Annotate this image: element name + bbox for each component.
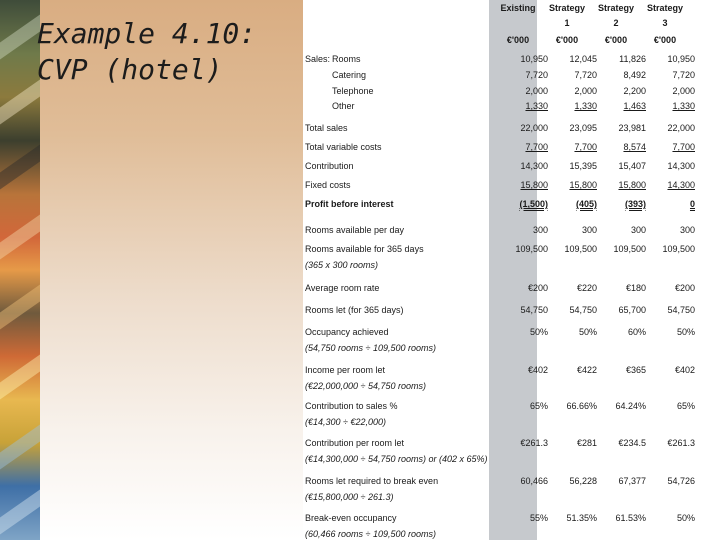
cell-other-col3: 1,463 (623, 101, 646, 111)
cell-total-variable-costs-col1: 7,700 (525, 142, 548, 152)
row-label-rooms: Rooms (332, 54, 361, 64)
column-header-number: 2 (613, 18, 619, 28)
cell-rooms-let-col4: 54,750 (667, 305, 695, 315)
column-header-number: 1 (564, 18, 570, 28)
cell-other-col4: 1,330 (672, 101, 695, 111)
row-label-other: Other (332, 101, 355, 111)
currency-unit: €'000 (555, 35, 579, 45)
column-header-name: Strategy (548, 3, 585, 13)
row-label-contribution: Contribution (305, 161, 354, 171)
cell-rooms-available-365-col1: 109,500 (515, 244, 548, 254)
cell-rooms-available-365-col3: 109,500 (613, 244, 646, 254)
row-note-break-even-occupancy: (60,466 rooms ÷ 109,500 rooms) (305, 529, 437, 539)
cell-rooms-let-break-even-col4: 54,726 (667, 476, 695, 486)
cell-fixed-costs-col2: 15,800 (569, 180, 597, 190)
cell-contribution-col3: 15,407 (618, 161, 646, 171)
cell-contribution-per-room-let-col2: €281 (576, 438, 597, 448)
cell-rooms-available-365-col2: 109,500 (564, 244, 597, 254)
cell-rooms-available-per-day-col1: 300 (532, 225, 548, 235)
cell-rooms-let-break-even-col1: 60,466 (520, 476, 548, 486)
cell-total-variable-costs-col2: 7,700 (574, 142, 597, 152)
cell-catering-col1: 7,720 (525, 70, 548, 80)
cell-income-per-room-let-col4: €402 (674, 365, 695, 375)
existing-column-shade (489, 0, 537, 540)
cell-break-even-occupancy-col3: 61.53% (615, 513, 646, 523)
cell-other-col2: 1,330 (574, 101, 597, 111)
cell-rooms-col2: 12,045 (569, 54, 597, 64)
cvp-table (303, 0, 720, 540)
cell-catering-col4: 7,720 (672, 70, 695, 80)
euro-banknotes-decoration (0, 0, 40, 540)
row-note-contribution-to-sales: (€14,300 ÷ €22,000) (305, 417, 386, 427)
cell-telephone-col4: 2,000 (672, 86, 695, 96)
row-label-profit-before-interest: Profit before interest (305, 199, 394, 209)
row-label-catering: Catering (332, 70, 367, 80)
cell-rooms-col4: 10,950 (667, 54, 695, 64)
cell-break-even-occupancy-col1: 55% (529, 513, 548, 523)
row-label-total-sales: Total sales (305, 123, 348, 133)
currency-unit: €'000 (653, 35, 677, 45)
column-header-name: Existing (500, 3, 536, 13)
row-label-rooms-available-per-day: Rooms available per day (305, 225, 405, 235)
row-label-total-variable-costs: Total variable costs (305, 142, 382, 152)
cell-rooms-available-365-col4: 109,500 (662, 244, 695, 254)
row-note-occupancy-achieved: (54,750 rooms ÷ 109,500 rooms) (305, 343, 437, 353)
cell-occupancy-achieved-col2: 50% (578, 327, 597, 337)
cell-contribution-to-sales-col3: 64.24% (615, 401, 646, 411)
cell-average-room-rate-col1: €200 (527, 283, 548, 293)
row-label-occupancy-achieved: Occupancy achieved (305, 327, 389, 337)
cell-rooms-let-col3: 65,700 (618, 305, 646, 315)
column-header-name: Strategy (646, 3, 683, 13)
row-label-contribution-to-sales: Contribution to sales % (305, 401, 398, 411)
row-label-fixed-costs: Fixed costs (305, 180, 351, 190)
cell-income-per-room-let-col3: €365 (625, 365, 646, 375)
cell-average-room-rate-col3: €180 (625, 283, 646, 293)
cell-contribution-to-sales-col2: 66.66% (566, 401, 597, 411)
cell-average-room-rate-col2: €220 (576, 283, 597, 293)
cell-total-sales-col1: 22,000 (520, 123, 548, 133)
row-label-telephone: Telephone (332, 86, 374, 96)
cell-contribution-col4: 14,300 (667, 161, 695, 171)
column-header-name: Strategy (597, 3, 634, 13)
cell-rooms-let-break-even-col3: 67,377 (618, 476, 646, 486)
column-header-number: 3 (662, 18, 668, 28)
cell-telephone-col2: 2,000 (574, 86, 597, 96)
cell-telephone-col1: 2,000 (525, 86, 548, 96)
cell-contribution-per-room-let-col4: €261.3 (667, 438, 695, 448)
cell-rooms-available-per-day-col2: 300 (581, 225, 597, 235)
cell-contribution-col1: 14,300 (520, 161, 548, 171)
cell-income-per-room-let-col2: €422 (576, 365, 597, 375)
cell-total-variable-costs-col4: 7,700 (672, 142, 695, 152)
slide-title-line-1: Example 4.10: (37, 17, 257, 50)
cell-total-sales-col4: 22,000 (667, 123, 695, 133)
row-note-rooms-available-365: (365 x 300 rooms) (305, 260, 379, 270)
cell-income-per-room-let-col1: €402 (527, 365, 548, 375)
cell-average-room-rate-col4: €200 (674, 283, 695, 293)
cell-profit-before-interest-col2: (405) (575, 199, 597, 209)
row-note-rooms-let-break-even: (€15,800,000 ÷ 261.3) (305, 492, 394, 502)
row-label-rooms-let-break-even: Rooms let required to break even (305, 476, 439, 486)
cell-occupancy-achieved-col1: 50% (529, 327, 548, 337)
cell-contribution-to-sales-col1: 65% (529, 401, 548, 411)
row-label-break-even-occupancy: Break-even occupancy (305, 513, 397, 523)
cell-total-sales-col3: 23,981 (618, 123, 646, 133)
cell-rooms-available-per-day-col3: 300 (630, 225, 646, 235)
cell-contribution-col2: 15,395 (569, 161, 597, 171)
cell-rooms-available-per-day-col4: 300 (679, 225, 695, 235)
cell-rooms-col1: 10,950 (520, 54, 548, 64)
row-note-contribution-per-room-let: (€14,300,000 ÷ 54,750 rooms) or (402 x 65%) (305, 454, 488, 464)
currency-unit: €'000 (506, 35, 530, 45)
cell-total-variable-costs-col3: 8,574 (623, 142, 646, 152)
cell-break-even-occupancy-col2: 51.35% (566, 513, 597, 523)
sales-label: Sales: (305, 54, 331, 64)
row-label-income-per-room-let: Income per room let (305, 365, 386, 375)
cell-rooms-let-col2: 54,750 (569, 305, 597, 315)
row-label-rooms-available-365: Rooms available for 365 days (305, 244, 424, 254)
cell-profit-before-interest-col3: (393) (624, 199, 646, 209)
cell-profit-before-interest-col1: (1,500) (519, 199, 548, 209)
row-label-rooms-let: Rooms let (for 365 days) (305, 305, 404, 315)
cell-catering-col2: 7,720 (574, 70, 597, 80)
cell-other-col1: 1,330 (525, 101, 548, 111)
cell-catering-col3: 8,492 (623, 70, 646, 80)
row-label-contribution-per-room-let: Contribution per room let (305, 438, 405, 448)
cell-profit-before-interest-col4: 0 (689, 199, 695, 209)
cell-contribution-per-room-let-col3: €234.5 (618, 438, 646, 448)
cell-contribution-to-sales-col4: 65% (676, 401, 695, 411)
cell-fixed-costs-col4: 14,300 (667, 180, 695, 190)
cell-total-sales-col2: 23,095 (569, 123, 597, 133)
cell-rooms-let-break-even-col2: 56,228 (569, 476, 597, 486)
cell-occupancy-achieved-col3: 60% (627, 327, 646, 337)
slide-title (37, 16, 307, 88)
cell-break-even-occupancy-col4: 50% (676, 513, 695, 523)
cell-rooms-col3: 11,826 (619, 54, 646, 64)
row-label-average-room-rate: Average room rate (305, 283, 380, 293)
cell-telephone-col3: 2,200 (623, 86, 646, 96)
slide-title-line-2: CVP (hotel) (37, 53, 223, 86)
cell-rooms-let-col1: 54,750 (520, 305, 548, 315)
cell-fixed-costs-col1: 15,800 (520, 180, 548, 190)
cell-occupancy-achieved-col4: 50% (676, 327, 695, 337)
cell-contribution-per-room-let-col1: €261.3 (520, 438, 548, 448)
cell-fixed-costs-col3: 15,800 (618, 180, 646, 190)
currency-unit: €'000 (604, 35, 628, 45)
row-note-income-per-room-let: (€22,000,000 ÷ 54,750 rooms) (305, 381, 427, 391)
